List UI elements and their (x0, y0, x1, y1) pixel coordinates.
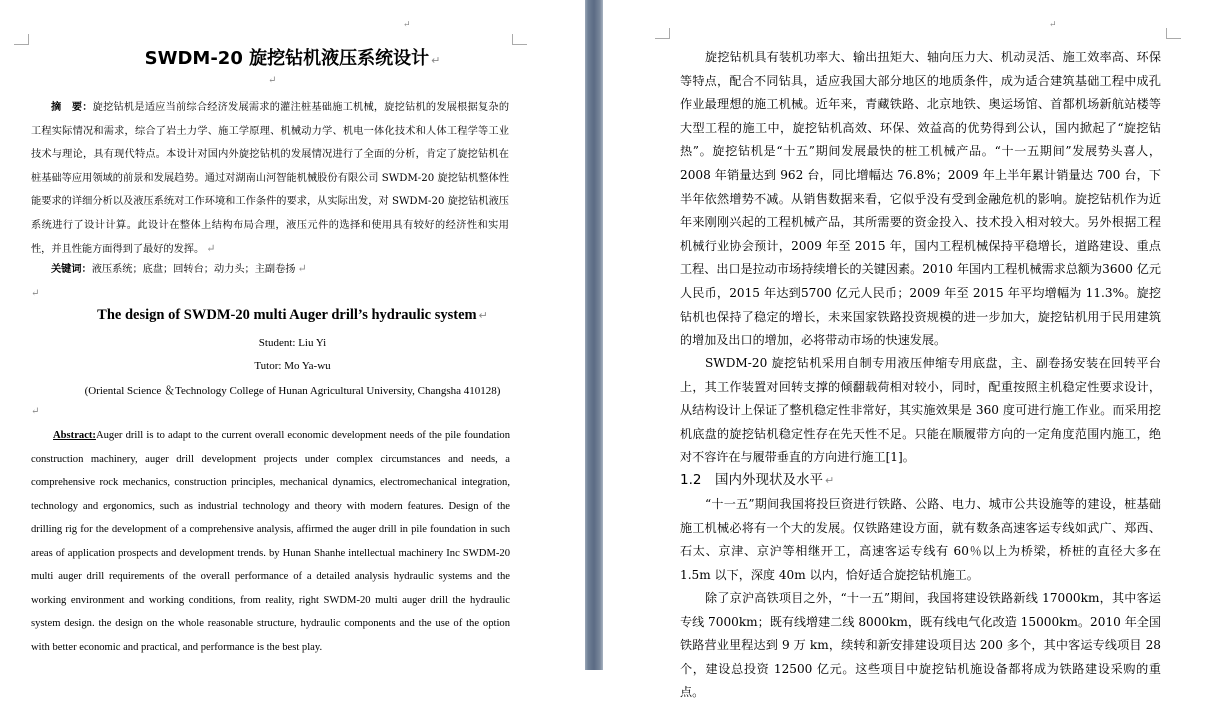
body-paragraph-1: 旋挖钻机具有装机功率大、输出扭矩大、轴向压力大、机动灵活、施工效率高、环保等特点，配合不同钻具，适应我国大部分地区的地质条件，成为适合建筑基础工程中成孔作业最理想的施工机械。近年来，青藏铁路、北京地铁、奥运场馆、首都机场新航站楼等大型工程的施工中，旋挖钻机高效、环保、效益高的优势得到公认，国内掀起了“旋挖钻热”。旋挖钻机是“十五”期间发展最快的桩工机械产品。“十一五期间”发展势头喜人，2008 年销量达到 962 台，同比增幅达 76.8%；2009 年上半年累计销量达 700 台，下半年依然增势不减。从销售数据来看，它似乎没有受到金融危机的影响。旋挖钻机作为近年来刚刚兴起的工程机械产品，其所需要的资金投入、技术投入相对较大。另外根据工程机械行业协会预计，2009 年至 2015 年，国内工程机械保持平稳增长，道路建设、重点工程、出口是拉动市场持续增长的关键因素。2010 年国内工程机械需求总额为3600 亿元人民币，2015 年达到5700 亿元人民币；2009 年至 2015 年平均增幅为 11.3%。旋挖钻机也保持了稳定的增长，未来国家铁路投资规模的进一步加大，旋挖钻机用于民用建筑的增加及出口的增加，必将带动市场的快速发展。 (680, 50, 1161, 348)
english-abstract-text: Auger drill is to adapt to the current overall economic development needs of the pile foundation construction machinery, auger drill development projects under complex circumstances and needs, a comprehensive rock mechanics, construction principles, mechanical dynamics, electromechanical integration, technology and ergonomics, such as industrial technology and theory with modern features. Design of the drilling rig for the development of a comprehensive analysis, affirmed the auger drill in pile foundation in such areas of application prospects and development trends. by Hunan Shanhe intellectual machinery Inc SWDM-20 multi auger drill requirements of the overall performance of a detailed analysis hydraulic systems and the working environment and working conditions, from reality, right SWDM-20 multi auger drill the hydraulic system design. the design on the whole reasonable structure, hydraulic components and the use of the option with better economic and practical, and performance is the best play. (31, 430, 510, 653)
body-paragraph-3: “十一五”期间我国将投巨资进行铁路、公路、电力、城市公共设施等的建设，桩基础施工机械必将有一个大的发展。仅铁路建设方面，就有数条高速客运专线如武广、郑西、石太、京津、京沪等相继开工，高速客运专线有 60％以上为桥梁，桥桩的直径大多在 1.5m 以下，深度 40m 以内，恰好适合旋挖钻机施工。 (680, 497, 1161, 582)
section-heading: 1.2 国内外现状及水平 ↵ (680, 472, 835, 488)
chinese-abstract: 摘 要：旋挖钻机是适应当前综合经济发展需求的灌注桩基础施工机械，旋挖钻机的发展根据复杂的工程实际情况和需求，综合了岩土力学、施工学原理、机械动力学、机电一体化技术和人体工程学等工业技术与理论，具有现代特点。本设计对国内外旋挖钻机的发展情况进行了全面的分析，肯定了旋挖钻机在桩基础等应用领域的前景和发展趋势。通过对湖南山河智能机械股份有限公司 SWDM-20 旋挖钻机整体性能要求的详细分析以及液压系统对工作环境和工作条件的要求，从实际出发，对 SWDM-20 旋挖钻机液压系统进行了设计计算。此设计在整体上结构布局合理，液压元件的选择和使用具有较好的经济性和实用性，并且性能方面得到了最好的发挥。 ↵ (31, 102, 510, 255)
keywords: 关键词：液压系统；底盘；回转台；动力头；主副卷扬 ↵ (51, 262, 307, 275)
paragraph-mark: ↵ (31, 288, 40, 299)
paragraph-mark: ↵ (268, 75, 277, 86)
chinese-abstract-label: 摘 要： (51, 102, 93, 113)
page-gutter (585, 0, 603, 670)
english-title: The design of SWDM-20 multi Auger drill’s hydraulic system ↵ (97, 307, 488, 323)
body-paragraph-2: SWDM-20 旋挖钻机采用自制专用液压伸缩专用底盘，主、副卷扬安装在回转平台上，其工作装置对回转支撑的倾翻载荷相对较小，同时，配重按照主机稳定性要求设计，从结构设计上保证了整机稳定性非常好，其实施效果是 360 度可进行施工作业。而采用挖机底盘的旋挖钻机稳定性存在先天性不足。只能在顺履带方向的一定角度范围内施工，绝对不容许在与履带垂直的方向进行施工[1]。 (680, 356, 1161, 465)
affiliation: (Oriental Science ＆Technology College of Hunan Agricultural University, Changsha 410128) (84, 385, 501, 397)
english-abstract (31, 424, 510, 659)
body-paragraph-4: 除了京沪高铁项目之外，“十一五”期间，我国将建设铁路新线 17000km，其中客运专线 7000km；既有线增建二线 8000km，既有线电气化改造 15000km。2010 年全国铁路营业里程达到 9 万 km，续转和新安排建设项目达 200 多个，其中客运专线项目 28 个，建设总投资 12500 亿元。这些项目中旋挖钻机施设备都将成为铁路建设采购的重点。 (680, 591, 1161, 700)
chinese-abstract-text: 旋挖钻机是适应当前综合经济发展需求的灌注桩基础施工机械，旋挖钻机的发展根据复杂的工程实际情况和需求，综合了岩土力学、施工学原理、机械动力学、机电一体化技术和人体工程学等工业技术与理论，具有现代特点。本设计对国内外旋挖钻机的发展情况进行了全面的分析，肯定了旋挖钻机在桩基础等应用领域的前景和发展趋势。通过对湖南山河智能机械股份有限公司 SWDM-20 旋挖钻机整体性能要求的详细分析以及液压系统对工作环境和工作条件的要求，从实际出发，对 SWDM-20 旋挖钻机液压系统进行了设计计算。此设计在整体上结构布局合理，液压元件的选择和使用具有较好的经济性和实用性，并且性能方面得到了最好的发挥。 (31, 102, 510, 255)
tutor-name: Tutor: Mo Ya-wu (254, 360, 331, 372)
student-name: Student: Liu Yi (258, 337, 327, 349)
crop-mark-right-page-top-left (655, 28, 670, 39)
document-title: SWDM-20 旋挖钻机液压系统设计 ↵ (144, 48, 441, 69)
paragraph-mark: ↵ (1049, 20, 1057, 30)
crop-mark-right-page-top-right (1166, 28, 1181, 39)
paragraph-mark: ↵ (31, 406, 40, 417)
english-abstract-label: Abstract: (53, 430, 96, 441)
paragraph-mark: ↵ (403, 20, 411, 30)
